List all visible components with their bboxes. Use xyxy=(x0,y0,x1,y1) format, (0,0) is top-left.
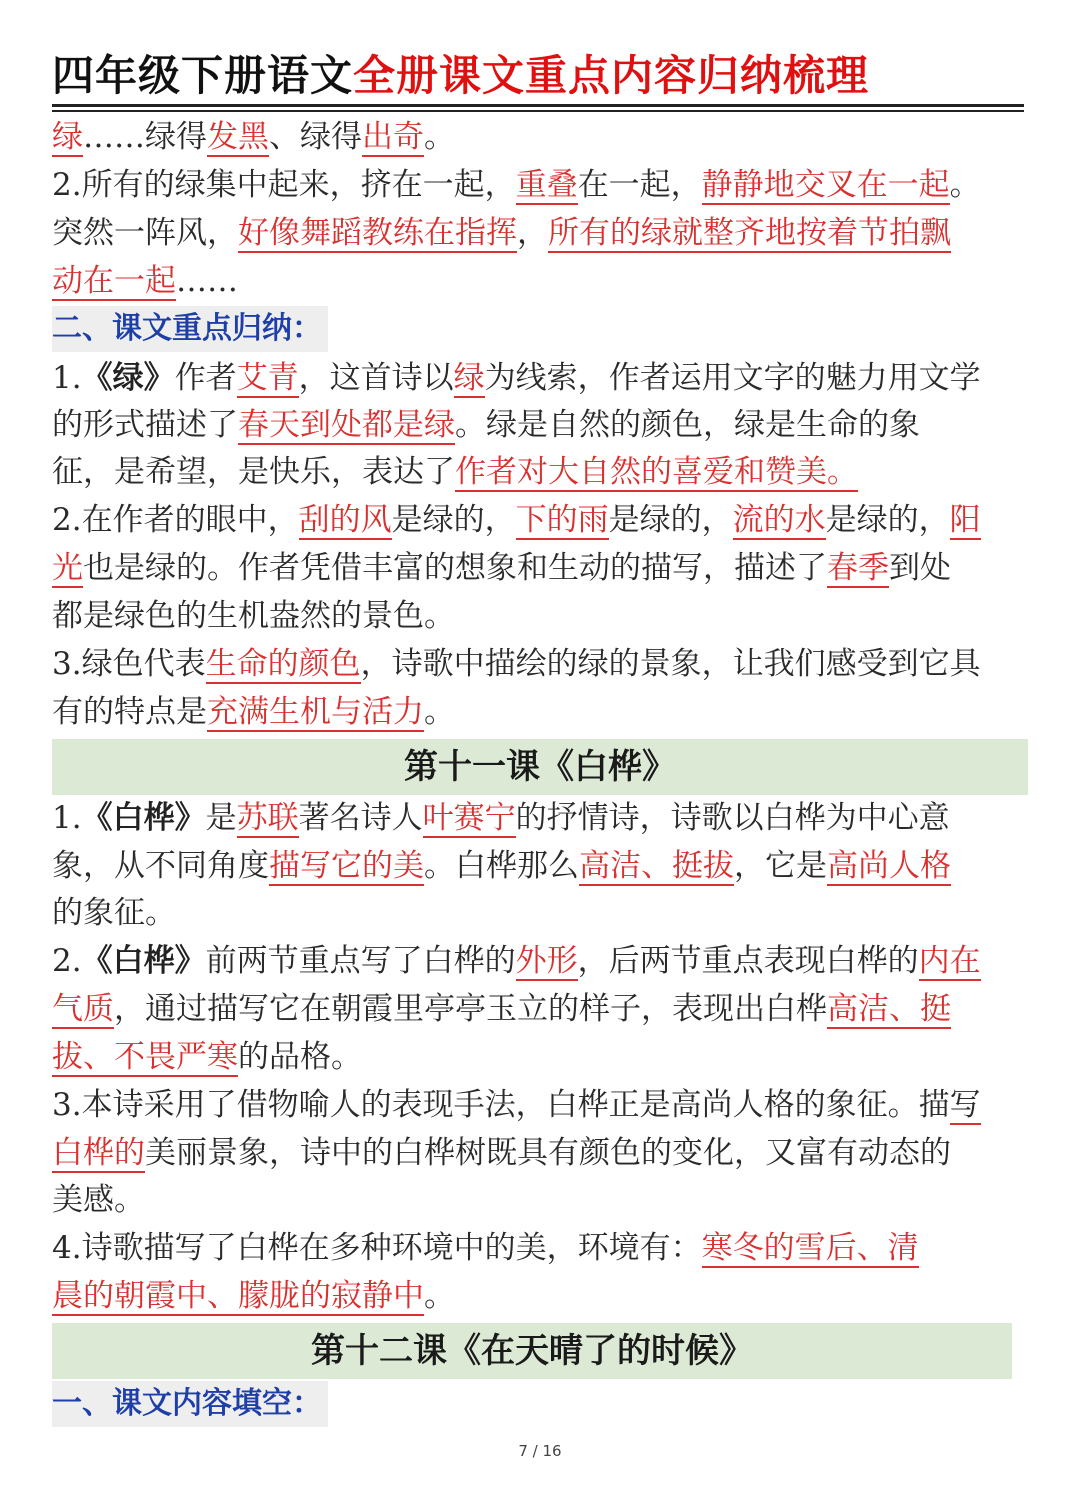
lesson-title: 第十一课《白桦》 xyxy=(52,739,1028,795)
highlight: 外形 xyxy=(515,943,578,979)
text-line: 2.所有的绿集中起来，挤在一起，重叠在一起，静静地交叉在一起。 xyxy=(52,167,981,203)
text-line: 绿……绿得发黑、绿得出奇。 xyxy=(52,119,455,155)
highlight: 寒冬的雪后、清 xyxy=(701,1230,919,1266)
section-heading: 二、课文重点归纳： xyxy=(52,306,328,352)
text-line: 拔、不畏严寒的品格。 xyxy=(52,1039,362,1075)
text-line: 4.诗歌描写了白桦在多种环境中的美，环境有：寒冬的雪后、清 xyxy=(52,1230,919,1266)
highlight: 苏联 xyxy=(236,800,299,836)
page-title xyxy=(52,44,1024,108)
highlight: 春天到处都是绿 xyxy=(238,407,455,443)
highlight: 下的雨 xyxy=(515,502,609,538)
text-line: 的象征。 xyxy=(52,895,176,931)
highlight: 作者对大自然的喜爱和赞美。 xyxy=(455,454,858,490)
title-red-part: 全册课文重点内容归纳梳理 xyxy=(353,51,870,100)
text-line: 晨的朝霞中、朦胧的寂静中。 xyxy=(52,1278,455,1314)
text-line: 2.在作者的眼中，刮的风是绿的，下的雨是绿的，流的水是绿的，阳 xyxy=(52,502,981,538)
highlight: 生命的颜色 xyxy=(205,646,361,682)
highlight: 气质 xyxy=(52,991,114,1027)
text-line: 光也是绿的。作者凭借丰富的想象和生动的描写，描述了春季到处 xyxy=(52,550,951,586)
highlight: 出奇 xyxy=(362,119,424,155)
text-line: 2.《白桦》前两节重点写了白桦的外形，后两节重点表现白桦的内在 xyxy=(52,943,981,979)
highlight: 绿 xyxy=(52,119,83,155)
title-underline-2 xyxy=(52,110,1024,112)
highlight: 静静地交叉在一起 xyxy=(701,167,950,203)
text-line: 有的特点是充满生机与活力。 xyxy=(52,694,455,730)
highlight: 写 xyxy=(949,1087,981,1123)
highlight: 高尚人格 xyxy=(827,848,951,884)
text-line: 3.本诗采用了借物喻人的表现手法，白桦正是高尚人格的象征。描写 xyxy=(52,1087,981,1123)
highlight: 叶赛宁 xyxy=(422,800,516,836)
highlight: 充满生机与活力 xyxy=(207,694,424,730)
title-underline xyxy=(52,104,1024,107)
highlight: 发黑 xyxy=(207,119,269,155)
highlight: 刮的风 xyxy=(298,502,392,538)
highlight: 拔、不畏严寒 xyxy=(52,1039,238,1075)
text-line: 都是绿色的生机盎然的景色。 xyxy=(52,598,455,634)
highlight: 高洁、挺拔 xyxy=(579,848,734,884)
highlight: 所有的绿就整齐地按着节拍飘 xyxy=(548,215,951,251)
highlight: 高洁、挺 xyxy=(827,991,951,1027)
text-line: 象，从不同角度描写它的美。白桦那么高洁、挺拔，它是高尚人格 xyxy=(52,848,951,884)
highlight: 动在一起 xyxy=(52,263,176,299)
text-line: 气质，通过描写它在朝霞里亭亭玉立的样子，表现出白桦高洁、挺 xyxy=(52,991,951,1027)
highlight: 重叠 xyxy=(515,167,578,203)
highlight: 春季 xyxy=(827,550,889,586)
highlight: 内在 xyxy=(918,943,981,979)
highlight: 绿 xyxy=(453,360,485,396)
highlight: 艾青 xyxy=(236,360,299,396)
text-line: 美感。 xyxy=(52,1182,145,1218)
highlight: 阳 xyxy=(949,502,981,538)
text-line: 动在一起…… xyxy=(52,263,238,299)
highlight: 晨的朝霞中、朦胧的寂静中 xyxy=(52,1278,424,1314)
page-number: 7 / 16 xyxy=(518,1442,562,1460)
highlight: 光 xyxy=(52,550,83,586)
highlight: 描写它的美 xyxy=(269,848,424,884)
text-line: 1.《白桦》是苏联著名诗人叶赛宁的抒情诗，诗歌以白桦为中心意 xyxy=(52,800,950,836)
highlight: 流的水 xyxy=(732,502,826,538)
highlight: 白桦的 xyxy=(52,1135,145,1171)
text-line: 1.《绿》作者艾青，这首诗以绿为线索，作者运用文字的魅力用文学 xyxy=(52,360,981,396)
lesson-title: 第十二课《在天晴了的时候》 xyxy=(52,1323,1012,1379)
text-line: 的形式描述了春天到处都是绿。绿是自然的颜色，绿是生命的象 xyxy=(52,407,920,443)
text-line: 3.绿色代表生命的颜色，诗歌中描绘的绿的景象，让我们感受到它具 xyxy=(52,646,981,682)
text-line: 突然一阵风，好像舞蹈教练在指挥，所有的绿就整齐地按着节拍飘 xyxy=(52,215,951,251)
section-heading: 一、课文内容填空： xyxy=(52,1381,328,1427)
highlight: 好像舞蹈教练在指挥 xyxy=(238,215,517,251)
text-line: 白桦的美丽景象，诗中的白桦树既具有颜色的变化，又富有动态的 xyxy=(52,1135,951,1171)
text-line: 征，是希望，是快乐，表达了作者对大自然的喜爱和赞美。 xyxy=(52,454,858,490)
title-black-part: 四年级下册语文 xyxy=(52,51,354,100)
